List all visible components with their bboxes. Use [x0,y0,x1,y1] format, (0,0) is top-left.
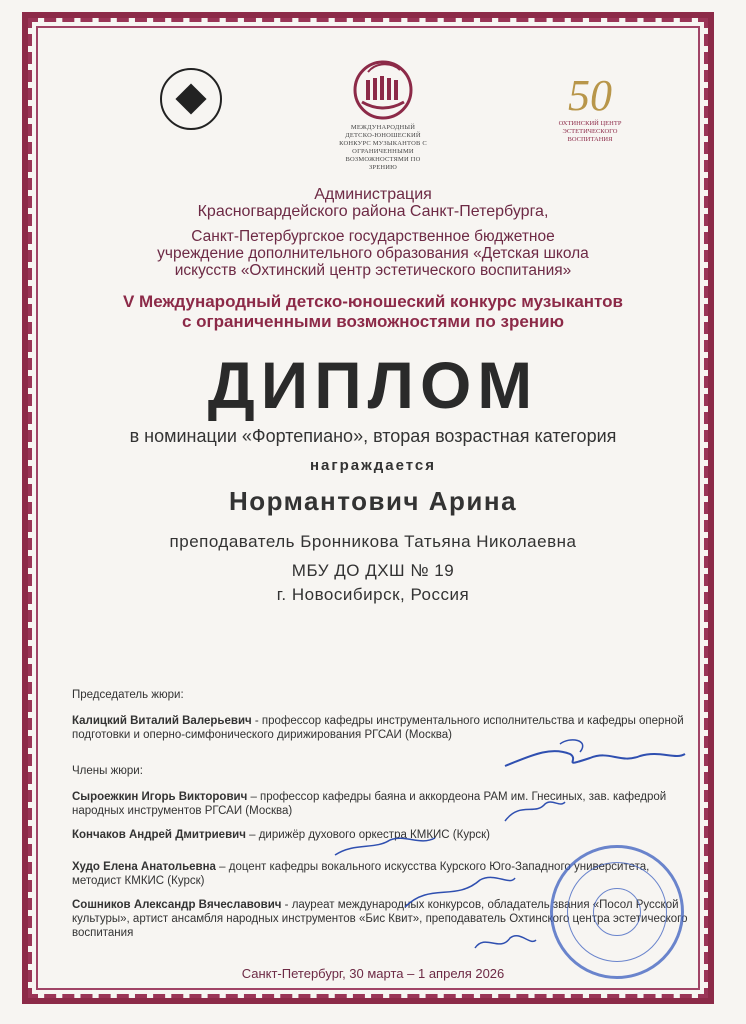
jury-member-name: Худо Елена Анатольевна [72,861,216,873]
member-signature-icon [500,796,570,826]
contest-line-2: с ограниченными возможностями по зрению [181,312,565,331]
member-signature-icon [470,928,540,958]
teacher-text: преподаватель Бронникова Татьяна Николаевна [169,532,577,551]
jury-chair-desc: - профессор кафедры инструментального исполнительства и кафедры оперной подготовки и оперно-симфонического дирижирования РГСАИ (Москва) [72,715,684,741]
member-signature-icon [400,872,520,912]
jury-member-desc: – профессор кафедры баяна и аккордеона РАМ им. Гнесиных, зав. кафедрой народных инструментов РГСАИ (Москва) [72,791,667,817]
contest-logo [338,58,428,172]
admin-line-1: Администрация [314,186,432,203]
institution-line-2: учреждение дополнительного образования «Детская школа [157,245,589,262]
institution-line-3: искусств «Охтинский центр эстетического воспитания» [174,262,572,279]
school-text: МБУ ДО ДХШ № 19 [291,561,455,580]
anniversary-number: 50 [568,71,612,120]
diploma-title: ДИПЛОМ [207,348,539,422]
anniversary-logo [540,71,640,144]
place-date: Санкт-Петербург, 30 марта – 1 апреля 2026 [241,966,505,981]
jury-members-label: Члены жюри: [72,765,143,777]
hands-keys-logo-icon [348,58,418,120]
contest-title [60,292,686,332]
jury-member-desc: – дирижёр духового оркестра КМКИС (Курск) [245,829,490,841]
official-stamp-icon [550,845,684,979]
institution-block [60,228,686,279]
institution-line-1: Санкт-Петербургское государственное бюджетное [191,228,555,245]
awarded-text: награждается [309,457,437,474]
jury-chair-label: Председатель жюри: [72,689,184,701]
admin-line-2: Красногвардейского района Санкт-Петербурга, [197,203,549,220]
nomination-text: в номинации «Фортепиано», вторая возрастная категория [129,426,617,446]
jury-member-desc: - лауреат международных конкурсов, обладатель звания «Посол Русской культуры», артист ансамбля народных инструментов «Бис Квит», преподаватель Охтинского центра эстетического воспитания [72,899,688,939]
winner-name: Нормантович Арина [228,486,518,516]
chair-signature-icon [500,736,690,776]
jury-member-name: Сошников Александр Вячеславович [72,899,282,911]
jury-member-name: Кончаков Андрей Дмитриевич [72,829,246,841]
jury-member-name: Сыроежкин Игорь Викторович [72,791,248,803]
anniversary-caption: ОХТИНСКИЙ ЦЕНТР ЭСТЕТИЧЕСКОГО ВОСПИТАНИЯ [558,120,622,143]
administration-block [60,186,686,220]
jury-member [72,790,692,818]
city-text: г. Новосибирск, Россия [276,585,470,604]
contest-logo-caption: МЕЖДУНАРОДНЫЙ ДЕТСКО-ЮНОШЕСКИЙ КОНКУРС МУЗЫКАНТОВ С ОГРАНИЧЕННЫМИ ВОЗМОЖНОСТЯМИ ПО ЗРЕНИЮ [339,124,427,171]
jury-chair-name: Калицкий Виталий Валерьевич [72,715,252,727]
member-signature-icon [330,830,440,860]
contest-line-1: V Международный детско-юношеский конкурс музыкантов [123,292,623,311]
jury-member-desc: – доцент кафедры вокального искусства Курского Юго-Западного университета, методист КМКИС (Курск) [72,861,650,887]
diamond-logo-icon [160,68,222,130]
